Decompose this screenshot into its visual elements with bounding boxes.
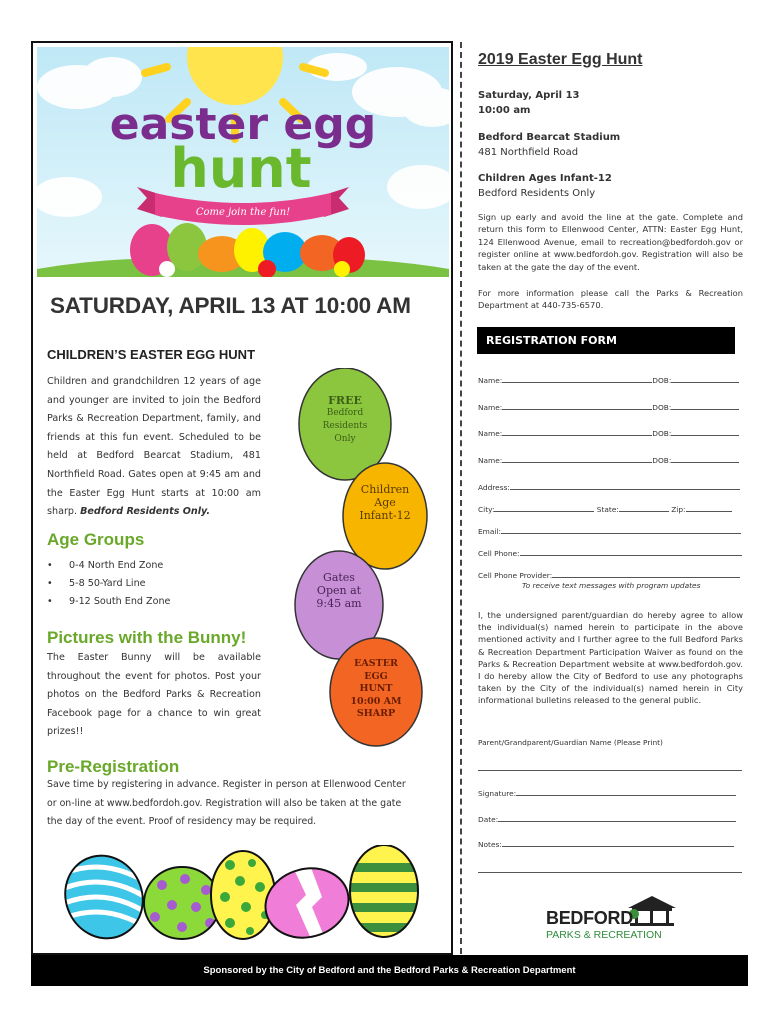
signup-instructions: Sign up early and avoid the line at the gate. Complete and return this form to Ellenwood Center, ATTN: Easter Egg Hunt, 124 Ellenwood Avenue, email to recreation@bedfordoh.gov or register online at www.bedfordoh.gov. Registration will also be taken at the gate the day of the event. (478, 212, 743, 272)
oval-hunt-line1: EASTER (354, 658, 398, 669)
guardian-name-input-line[interactable] (478, 770, 742, 771)
sponsor-footer: Sponsored by the City of Bedford and the Bedford Parks & Recreation Department (31, 955, 748, 986)
city-input-line[interactable] (494, 503, 594, 512)
address-input-line[interactable] (510, 481, 740, 490)
date-label: Date: (478, 815, 499, 824)
preregistration-title: Pre-Registration (47, 757, 180, 776)
bedford-logo (546, 894, 686, 944)
oval-hunt-line3: HUNT (359, 683, 393, 694)
notes-input-line-2[interactable] (478, 872, 742, 873)
waiver-text: I, the undersigned parent/guardian do hereby agree to allow the individual(s) named herein to participate in the above mentioned activity and I further agree to the full Bedford Parks & Recreation Department Participation Waiver as found on the Parks & Recreation Department website at www.bedfordoh.gov. I do hereby allow the City of Bedford to use any photographs taken by the City of the individual(s) named herein in City informational bulletins released to the general public. (478, 610, 743, 706)
childrens-hunt-body (47, 373, 261, 522)
dob-label: DOB: (652, 376, 672, 385)
logo-name: BEDFORD (546, 908, 633, 928)
name-field-3[interactable] (478, 427, 739, 438)
name-input-line[interactable] (502, 427, 652, 436)
age-group-item: • 0-4 North End Zone (47, 557, 247, 575)
state-input-line[interactable] (619, 503, 669, 512)
egg-pink-zigzag-icon (258, 859, 357, 945)
address-label: Address: (478, 483, 510, 492)
residents-only-emphasis: Bedford Residents Only. (80, 506, 211, 518)
event-ages: Children Ages Infant-12 (478, 173, 612, 184)
event-date: Saturday, April 13 (478, 90, 580, 101)
egg-yellow-dotted-icon (211, 851, 275, 939)
banner-art (37, 47, 449, 277)
egg-green-dotted-icon (144, 867, 220, 939)
banner-title-line2: hunt (170, 137, 312, 200)
oval-hunt-text (336, 658, 416, 721)
gazebo-icon (626, 894, 678, 926)
dob-label: DOB: (652, 429, 672, 438)
bunny-body: The Easter Bunny will be available throughout the event for photos. Post your photos on the Bedford Parks & Recreation Facebook page for a chance to win great prizes!! (47, 652, 261, 738)
oval-age-line3: Infant-12 (359, 509, 411, 522)
notes-field[interactable] (478, 838, 734, 849)
cell-provider-input-line[interactable] (552, 569, 740, 578)
date-field[interactable] (478, 813, 736, 824)
cell-provider-field[interactable] (478, 569, 740, 580)
childrens-hunt-title: CHILDREN’S EASTER EGG HUNT (47, 347, 256, 362)
event-eligibility (478, 171, 612, 201)
oval-free-line1: FREE (328, 394, 362, 407)
name-label: Name: (478, 456, 503, 465)
egg-yellow-green-striped-icon (340, 845, 430, 937)
page-headline: SATURDAY, APRIL 13 AT 10:00 AM (50, 293, 411, 318)
oval-hunt-line4: 10:00 AM (350, 695, 402, 707)
cell-phone-field[interactable] (478, 547, 742, 558)
signature-field[interactable] (478, 787, 736, 798)
banner-title-line1: easter egg (109, 99, 377, 150)
signature-input-line[interactable] (516, 787, 736, 796)
oval-age-line2: Age (374, 496, 396, 509)
oval-age-text (345, 483, 425, 522)
event-datetime (478, 88, 579, 118)
age-groups-title: Age Groups (47, 530, 145, 549)
dob-input-line[interactable] (671, 427, 739, 436)
oval-free-line4: Only (334, 434, 356, 444)
oval-gates-line1: Gates (323, 571, 355, 584)
banner-image (37, 47, 449, 277)
dob-label: DOB: (652, 403, 672, 412)
email-label: Email: (478, 527, 501, 536)
oval-free-text (305, 394, 385, 446)
zip-label: Zip: (671, 505, 686, 514)
age-group-item: • 9-12 South End Zone (47, 593, 247, 611)
name-label: Name: (478, 376, 503, 385)
age-groups-list (47, 557, 247, 611)
age-group-item: • 5-8 50-Yard Line (47, 575, 247, 593)
cell-provider-note: To receive text messages with program updates (522, 581, 701, 590)
oval-hunt-line5: SHARP (356, 708, 396, 719)
notes-input-line[interactable] (502, 838, 734, 847)
state-label: State: (596, 505, 619, 514)
event-address: 481 Northfield Road (478, 147, 579, 158)
name-input-line[interactable] (502, 374, 652, 383)
more-info: For more information please call the Parks & Recreation Department at 440-735-6570. (478, 288, 743, 311)
preregistration-body: Save time by registering in advance. Register in person at Ellenwood Center or on-line at www.bedfordoh.gov. Registration will also be taken at the gate the day of the event. Proof of residency may be required. (47, 779, 406, 828)
dob-label: DOB: (652, 456, 672, 465)
event-time: 10:00 am (478, 105, 531, 116)
dob-input-line[interactable] (671, 454, 739, 463)
oval-age-line1: Children (360, 483, 410, 496)
oval-free-line2: Bedford (326, 408, 364, 418)
address-field[interactable] (478, 481, 740, 492)
cell-phone-input-line[interactable] (520, 547, 742, 556)
name-label: Name: (478, 403, 503, 412)
city-state-zip-field[interactable] (478, 503, 732, 514)
zip-input-line[interactable] (686, 503, 732, 512)
cut-line-divider (460, 42, 462, 954)
cell-provider-label: Cell Phone Provider: (478, 571, 553, 580)
bunny-title: Pictures with the Bunny! (47, 628, 247, 647)
name-input-line[interactable] (502, 454, 652, 463)
name-field-4[interactable] (478, 454, 739, 465)
dob-input-line[interactable] (671, 374, 739, 383)
email-input-line[interactable] (501, 525, 741, 534)
registration-form-header: REGISTRATION FORM (477, 327, 735, 354)
cell-phone-label: Cell Phone: (478, 549, 520, 558)
signature-label: Signature: (478, 789, 517, 798)
city-label: City: (478, 505, 495, 514)
dob-input-line[interactable] (671, 401, 739, 410)
notes-label: Notes: (478, 840, 502, 849)
oval-gates-line3: 9:45 am (316, 597, 362, 610)
event-residents: Bedford Residents Only (478, 188, 596, 199)
oval-free-line3: Residents (322, 421, 368, 431)
logo-subtitle: PARKS & RECREATION (546, 929, 662, 941)
email-field[interactable] (478, 525, 741, 536)
name-input-line[interactable] (502, 401, 652, 410)
banner-ribbon-text: Come join the fun! (195, 207, 291, 218)
oval-gates-line2: Open at (316, 584, 362, 597)
event-venue: Bedford Bearcat Stadium (478, 132, 621, 143)
event-title: 2019 Easter Egg Hunt (478, 51, 643, 68)
date-input-line[interactable] (498, 813, 736, 822)
oval-hunt-line2: EGG (364, 670, 388, 682)
event-location (478, 130, 620, 160)
egg-blue-striped-icon (60, 845, 156, 945)
guardian-name-label: Parent/Grandparent/Guardian Name (Please Print) (478, 738, 663, 747)
oval-gates-text (299, 571, 379, 610)
easter-eggs-illustration (60, 845, 430, 945)
name-field-2[interactable] (478, 401, 739, 412)
name-label: Name: (478, 429, 503, 438)
childrens-hunt-text: Children and grandchildren 12 years of age and younger are invited to join the Bedford Parks & Recreation Department, family, and friends at this fun event. Scheduled to be held at Bedford Bearcat Stadium, 481 Northfield Road. Gates open at 9:45 am and the Easter Egg Hunt starts at 10:00 am sharp. (47, 376, 261, 518)
name-field-1[interactable] (478, 374, 739, 385)
